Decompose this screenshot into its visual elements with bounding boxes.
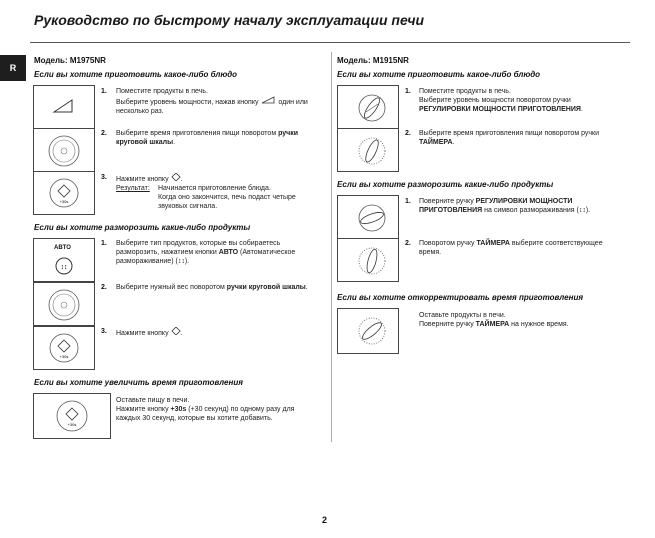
plus30-panel bbox=[33, 393, 111, 439]
svg-text:+30s: +30s bbox=[67, 422, 77, 427]
timer-knob-icon bbox=[338, 309, 398, 353]
dial-knob-icon bbox=[34, 129, 94, 171]
left-sec2-step2-text: Выберите нужный вес поворотом ручки круговой шкалы. bbox=[116, 284, 308, 291]
svg-text:+30s: +30s bbox=[59, 354, 69, 359]
right-sec1-step1-text: Поместите продукты в печь. Выберите уровень мощности поворотом ручки РЕГУЛИРОВКИ МОЩНОСТИ ПРИГОТОВЛЕНИЯ. bbox=[419, 88, 583, 113]
left-sec1-step2-text: Выберите время приготовления пищи поворотом ручки круговой шкалы. bbox=[116, 130, 299, 146]
step-number: 2. bbox=[405, 240, 411, 247]
right-sec3-text: Оставьте продукты в печи. Поверните ручку ТАЙМЕРА на нужное время. bbox=[419, 312, 569, 328]
power-level-icon bbox=[34, 86, 94, 128]
power-knob-icon bbox=[338, 86, 398, 128]
power-level-icon bbox=[260, 96, 276, 104]
language-tab: R bbox=[0, 55, 26, 81]
timer-knob-panel bbox=[337, 308, 399, 354]
right-sec2-step1-text: Поверните ручку РЕГУЛИРОВКИ МОЩНОСТИ ПРИГОТОВЛЕНИЯ на символ размораживания (↕↕). bbox=[419, 198, 591, 214]
start-icon bbox=[171, 327, 181, 335]
timer-knob-icon bbox=[338, 239, 398, 281]
svg-text:↕↕: ↕↕ bbox=[60, 264, 68, 271]
step-number: 1. bbox=[405, 88, 411, 95]
step-number: 2. bbox=[405, 130, 411, 137]
step-number: 3. bbox=[101, 328, 107, 335]
defrost-icon: ↕↕ bbox=[578, 207, 586, 214]
plus30-button-icon bbox=[34, 394, 110, 438]
dial-panel bbox=[33, 282, 95, 326]
left-sec2-step3-text: Нажмите кнопку . bbox=[116, 327, 316, 338]
left-sec1-title: Если вы хотите приготовить какое-либо блюдо bbox=[34, 70, 238, 79]
auto-label: ABTO bbox=[54, 245, 71, 251]
column-divider bbox=[331, 52, 332, 442]
title-rule bbox=[30, 42, 630, 43]
step-number: 2. bbox=[101, 284, 107, 291]
right-sec1-step2-text: Выберите время приготовления пищи поворотом ручки ТАЙМЕРА. bbox=[419, 130, 600, 146]
left-sec2-step1-text: Выберите тип продуктов, которые вы собираетесь разморозить, нажатием кнопки АВТО (Автоматическое размораживание) (↕↕). bbox=[116, 240, 296, 265]
power-button-panel bbox=[33, 85, 95, 129]
left-sec1-step1-text: Поместите продукты в печь. Выберите уровень мощности, нажав кнопку один или несколько раз. bbox=[116, 88, 308, 115]
dial-knob-icon bbox=[34, 283, 94, 325]
auto-defrost-panel bbox=[33, 238, 95, 282]
left-sec1-step3-text: Нажмите кнопку . Результат: Начинается приготовление блюда. Когда оно закончится, печь подаст четыре звуковых сигнала. bbox=[116, 173, 321, 211]
right-sec2-step2-text: Поворотом ручку ТАЙМЕРА выберите соответствующее время. bbox=[419, 240, 603, 256]
step-number: 3. bbox=[101, 174, 107, 181]
step-number: 2. bbox=[101, 130, 107, 137]
step-number: 1. bbox=[101, 240, 107, 247]
defrost-icon: ↕↕ bbox=[177, 258, 185, 265]
svg-text:+30s: +30s bbox=[59, 199, 69, 204]
step-number: 1. bbox=[405, 198, 411, 205]
page-title: Руководство по быстрому началу эксплуатации печи bbox=[34, 12, 425, 28]
start-icon bbox=[171, 173, 181, 181]
timer-knob-panel bbox=[337, 128, 399, 172]
left-sec2-title: Если вы хотите разморозить какие-либо продукты bbox=[34, 223, 251, 232]
right-model: Модель: M1915NR bbox=[337, 56, 409, 65]
left-sec3-title: Если вы хотите увеличить время приготовления bbox=[34, 378, 243, 387]
timer-knob-icon bbox=[338, 129, 398, 171]
power-knob-panel bbox=[337, 195, 399, 239]
dial-panel bbox=[33, 128, 95, 172]
start-button-panel bbox=[33, 171, 95, 215]
right-sec2-title: Если вы хотите разморозить какие-либо продукты bbox=[337, 180, 554, 189]
left-sec3-text: Оставьте пищу в печи. Нажмите кнопку +30s (+30 секунд) по одному разу для каждых 30 секунд, которые вы хотите добавить. bbox=[116, 397, 295, 422]
timer-knob-panel bbox=[337, 238, 399, 282]
result-label: Результат: bbox=[116, 185, 150, 192]
step-number: 1. bbox=[101, 88, 107, 95]
start-button-icon bbox=[34, 327, 94, 369]
start-button-panel bbox=[33, 326, 95, 370]
page-number: 2 bbox=[322, 515, 328, 525]
power-knob-icon bbox=[338, 196, 398, 238]
right-sec1-title: Если вы хотите приготовить какое-либо блюдо bbox=[337, 70, 541, 79]
start-button-icon bbox=[34, 172, 94, 214]
power-knob-panel bbox=[337, 85, 399, 129]
left-model: Модель: M1975NR bbox=[34, 56, 106, 65]
right-sec3-title: Если вы хотите откорректировать время приготовления bbox=[337, 293, 584, 302]
